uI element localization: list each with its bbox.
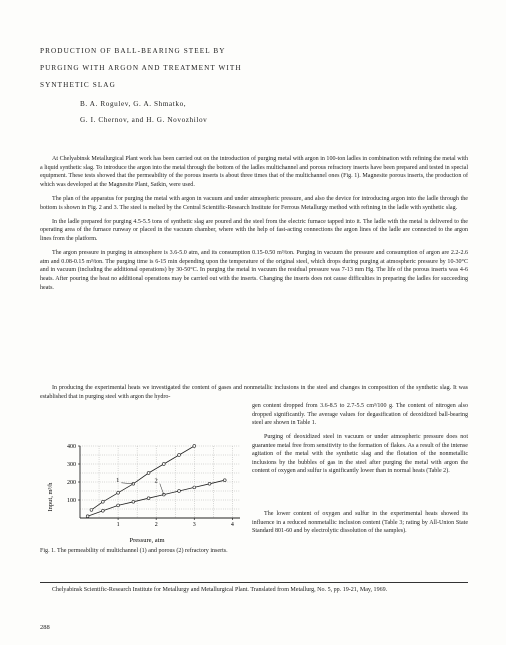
- paragraph: The lower content of oxygen and sulfur in the experimental heats showed its influence in a reduced nonmetallic inclusion content (Table 3; rating by All-Union State Standard 801-60 and by electrolytic dissolution of the samples).: [252, 511, 468, 535]
- data-point: [178, 490, 181, 493]
- chart-axes: [67, 444, 240, 528]
- paragraph: In producing the experimental heats we investigated the content of gases and nonmetallic inclusions in the steel and changes in composition of the synthetic slag. It was established that in purging steel with argon the hydro-: [40, 385, 468, 400]
- body-text: [40, 155, 468, 298]
- right-column-text: [252, 510, 468, 541]
- data-point: [193, 445, 196, 448]
- data-point: [162, 493, 165, 496]
- series-leader: [160, 484, 164, 495]
- data-point: [162, 463, 165, 466]
- permeability-chart: [40, 432, 250, 582]
- right-column-text: [252, 433, 468, 482]
- y-tick-label: 200: [67, 480, 76, 486]
- x-tick-label: 1: [116, 522, 120, 528]
- author-line: B. A. Rogulev, G. A. Shmatko,: [80, 100, 187, 108]
- paragraph: In the ladle prepared for purging 4.5-5.5 tons of synthetic slag are poured and the steel from the electric furnace tapped into it. The ladle with the metal is delivered to the operating area of the furnace runway or placed in the vacuum chamber, where with the help of fast-acting connections the argon lines of the ladle are connected to the argon lines from the platform.: [40, 218, 468, 242]
- footnote-rule: [40, 582, 468, 583]
- series-label: 2: [154, 477, 158, 485]
- paragraph-gases-continued: [252, 402, 468, 433]
- data-point: [208, 482, 211, 485]
- y-tick-label: 400: [67, 444, 76, 450]
- footnote: Chelyabinsk Scientific-Research Institute for Metallurgy and Metallurgical Plant. Translated from Metallurg, No. 5, pp. 19-21, May, 1969.: [52, 587, 388, 593]
- paragraph: The argon pressure in purging in atmosphere is 3.6-5.0 atm, and its consumption 0.15-0.50 m³/ton. Purging in vacuum the pressure and consumption of argon are 2.2-2.6 atm and 0.08-0.15 m³/ton. The purging time is 6-15 min depending upon the temperature of the original steel, which drops during purging at atmospheric pressure by 10-30°C and in vacuum (including the additional operations) by 30-50°C. In purging the metal in vacuum the residual pressure was 7-13 mm Hg. The life of the porous inserts was 4-6 heats. After pouring the heat no additional operations may be carried out with the inserts. Changing the inserts does not cause difficulties in preparing the ladles for succeeding heats.: [40, 250, 468, 291]
- paragraph: The plan of the apparatus for purging the metal with argon in vacuum and under atmospheric pressure, and also the device for introducing argon into the ladle through the bottom is shown in Fig. 2 and 3. The steel is melted by the Central Scientific-Research Institute for Ferrous Metallurgy method with refining in the ladle with synthetic slag.: [40, 195, 468, 211]
- data-point: [86, 515, 89, 518]
- figure-caption: Fig. 1. The permeability of multichannel (1) and porous (2) refractory inserts.: [40, 548, 228, 554]
- data-point: [147, 472, 150, 475]
- data-point: [193, 486, 196, 489]
- author-list: [80, 96, 207, 128]
- data-point: [178, 454, 181, 457]
- x-axis-label: Pressure, atm: [129, 537, 165, 544]
- data-point: [117, 504, 120, 507]
- x-tick-label: 3: [192, 522, 196, 528]
- series-label: 1: [116, 476, 120, 484]
- paragraph: At Chelyabinsk Metallurgical Plant work has been carried out on the introduction of purging metal with argon in 100-ton ladles in combination with refining the metal with a liquid synthetic slag. To introduce the argon into the metal through the bottom of the ladles multichannel and porous refractory inserts have been prepared and tested in special equipment. These tests showed that the permeability of the porous inserts is about three times that of the multichannel ones (Fig. 1). Magnesite porous inserts, the production of which was developed at the Magnesite Plant, Satkin, were used.: [40, 156, 468, 188]
- x-tick-label: 4: [230, 522, 234, 528]
- paragraph: Purging of deoxidized steel in vacuum or under atmospheric pressure does not guarantee metal free from sensitivity to the formation of flakes. As a result of the intense agitation of the metal with the synthetic slag and the flotation of the nonmetallic inclusions by the bubbles of gas in the steel after purging the metal with argon the content of oxygen and sulfur is significantly lower than in normal heats (Table 2).: [252, 434, 468, 475]
- author-line: G. I. Chernov, and H. G. Novozhilov: [80, 116, 208, 124]
- data-point: [147, 497, 150, 500]
- data-point: [132, 500, 135, 503]
- data-point: [223, 479, 226, 482]
- title-line: PURGING WITH ARGON AND TREATMENT WITH: [40, 64, 242, 72]
- title-line: SYNTHETIC SLAG: [40, 81, 116, 89]
- data-point: [101, 500, 104, 503]
- y-tick-label: 100: [67, 498, 76, 504]
- y-tick-label: 300: [67, 462, 76, 468]
- data-point: [90, 509, 93, 512]
- series-leader: [121, 483, 133, 484]
- x-tick-label: 2: [154, 522, 158, 528]
- paragraph: gen content dropped from 3.6-8.5 to 2.7-5.5 cm³/100 g. The content of nitrogen also dropped significantly. The average values for degasification of deoxidized ball-bearing steel are shown in Table 1.: [252, 403, 468, 427]
- data-point: [117, 491, 120, 494]
- y-axis-label: Input, m³/h: [47, 482, 54, 512]
- article-title: [40, 43, 242, 94]
- page-number: 288: [40, 624, 50, 631]
- title-line: PRODUCTION OF BALL-BEARING STEEL BY: [40, 47, 226, 55]
- data-point: [101, 509, 104, 512]
